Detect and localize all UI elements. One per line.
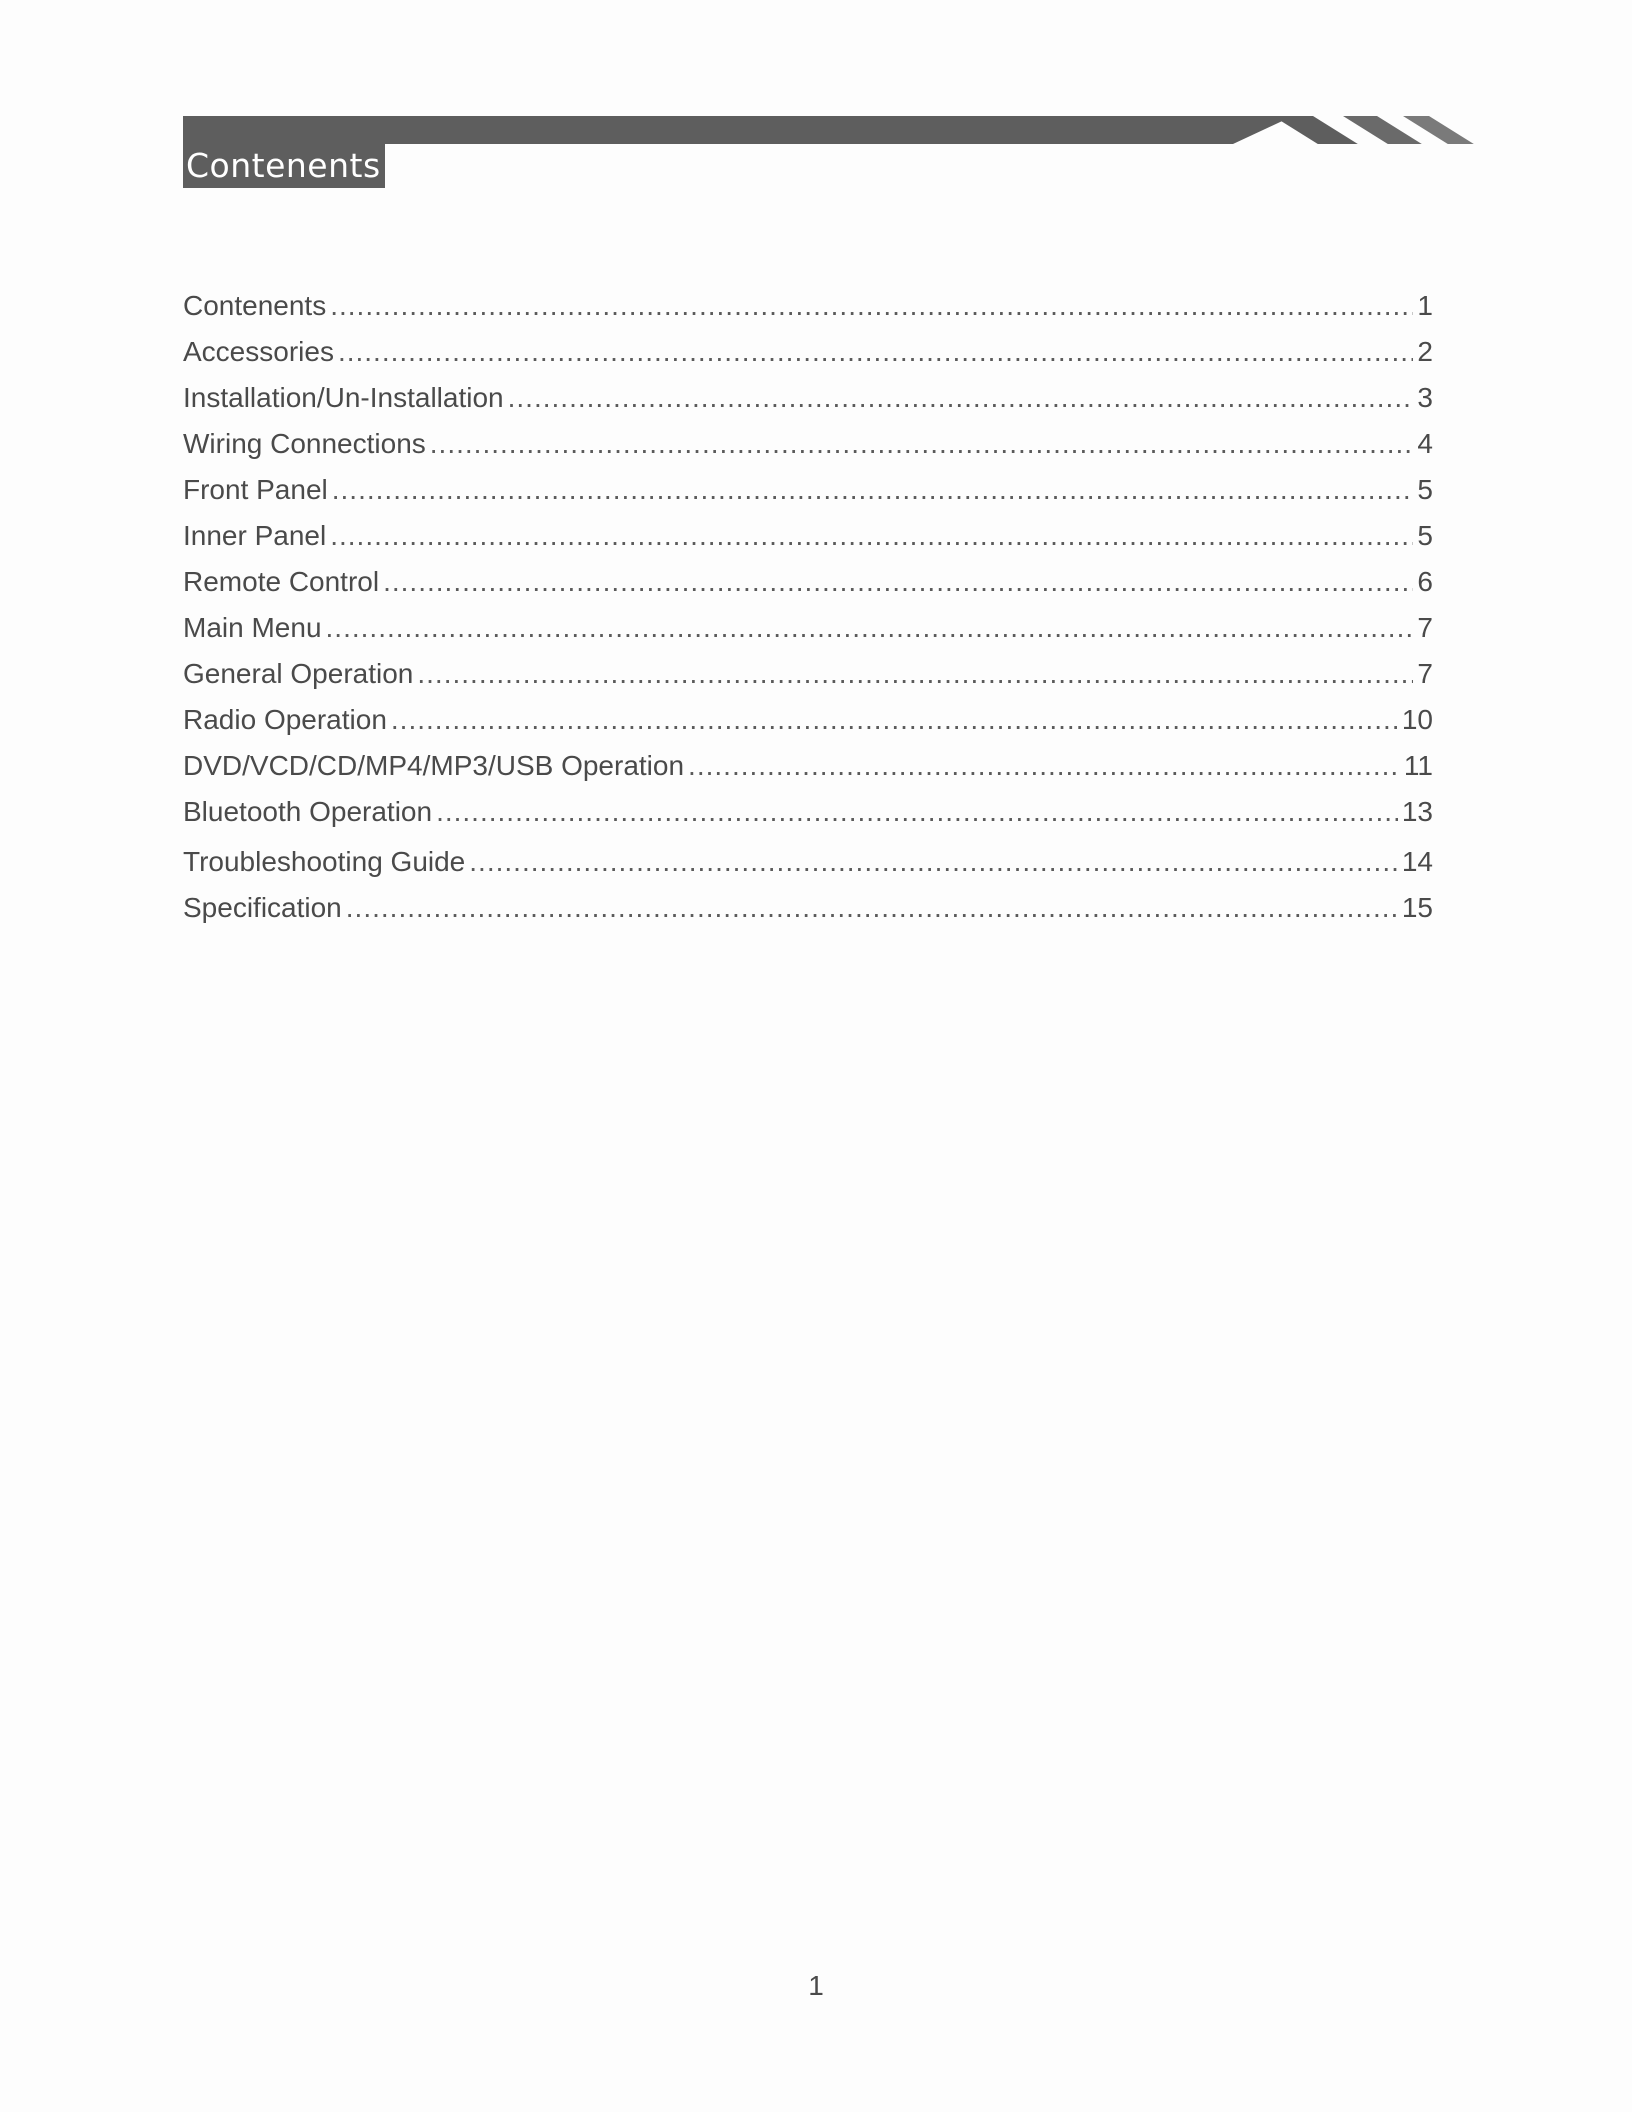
toc-leader-dots <box>330 283 1413 329</box>
toc-leader-dots <box>430 421 1414 467</box>
toc-entry-page: 5 <box>1417 474 1433 505</box>
toc-entry-page: 4 <box>1417 428 1433 459</box>
toc-entry-label: Main Menu <box>183 612 322 643</box>
toc-entry-label: Specification <box>183 892 342 923</box>
header-title-box <box>183 144 385 188</box>
toc-leader-dots <box>332 467 1414 513</box>
toc-entry-page: 1 <box>1417 290 1433 321</box>
toc-entry-general-operation <box>183 651 1433 697</box>
toc-entry-bluetooth-operation <box>183 789 1433 835</box>
toc-leader-dots <box>469 839 1398 885</box>
toc-entry-label: Radio Operation <box>183 704 387 735</box>
page-number: 1 <box>808 1970 824 2001</box>
toc-leader-dots <box>326 605 1414 651</box>
toc-entry-page: 11 <box>1403 750 1433 781</box>
toc-entry-specification <box>183 885 1433 931</box>
toc-entry-main-menu <box>183 605 1433 651</box>
toc-entry-page: 6 <box>1417 566 1433 597</box>
toc-entry-label: DVD/VCD/CD/MP4/MP3/USB Operation <box>183 750 685 781</box>
toc-entry-page: 15 <box>1401 892 1433 923</box>
section-header <box>183 112 1473 188</box>
toc-entry-page: 5 <box>1417 520 1433 551</box>
toc-leader-dots <box>391 697 1398 743</box>
header-banner-bar <box>183 116 1233 144</box>
toc-entry-label: Contenents <box>183 290 327 321</box>
toc-entry-radio-operation <box>183 697 1433 743</box>
toc-entry-remote-control <box>183 559 1433 605</box>
toc-entry-front-panel <box>183 467 1433 513</box>
toc-leader-dots <box>346 885 1398 931</box>
toc-entry-label: Troubleshooting Guide <box>183 846 466 877</box>
toc-entry-label: Bluetooth Operation <box>183 796 433 827</box>
toc-leader-dots <box>436 789 1398 835</box>
toc-entry-wiring-connections <box>183 421 1433 467</box>
toc-entry-page: 10 <box>1401 704 1433 735</box>
toc-leader-dots <box>688 743 1400 789</box>
toc-entry-label: Wiring Connections <box>183 428 426 459</box>
toc-entry-inner-panel <box>183 513 1433 559</box>
toc-entry-installation <box>183 375 1433 421</box>
table-of-contents <box>183 283 1433 931</box>
toc-entry-troubleshooting-guide <box>183 839 1433 885</box>
toc-entry-label: Front Panel <box>183 474 328 505</box>
toc-leader-dots <box>330 513 1413 559</box>
toc-entry-dvd-operation <box>183 743 1433 789</box>
toc-entry-contenents <box>183 283 1433 329</box>
toc-entry-page: 2 <box>1417 336 1433 367</box>
toc-entry-page: 7 <box>1417 658 1433 689</box>
toc-entry-page: 13 <box>1401 796 1433 827</box>
toc-entry-label: Inner Panel <box>183 520 327 551</box>
toc-entry-label: Accessories <box>183 336 334 367</box>
page-title: Contenents <box>186 146 381 185</box>
toc-leader-dots <box>383 559 1413 605</box>
toc-leader-dots <box>417 651 1413 697</box>
toc-leader-dots <box>338 329 1413 375</box>
toc-entry-label: General Operation <box>183 658 414 689</box>
toc-entry-label: Remote Control <box>183 566 380 597</box>
toc-entry-page: 14 <box>1401 846 1433 877</box>
toc-entry-label: Installation/Un-Installation <box>183 382 504 413</box>
toc-leader-dots <box>508 375 1414 421</box>
toc-entry-page: 7 <box>1417 612 1433 643</box>
toc-entry-page: 3 <box>1417 382 1433 413</box>
toc-entry-accessories <box>183 329 1433 375</box>
